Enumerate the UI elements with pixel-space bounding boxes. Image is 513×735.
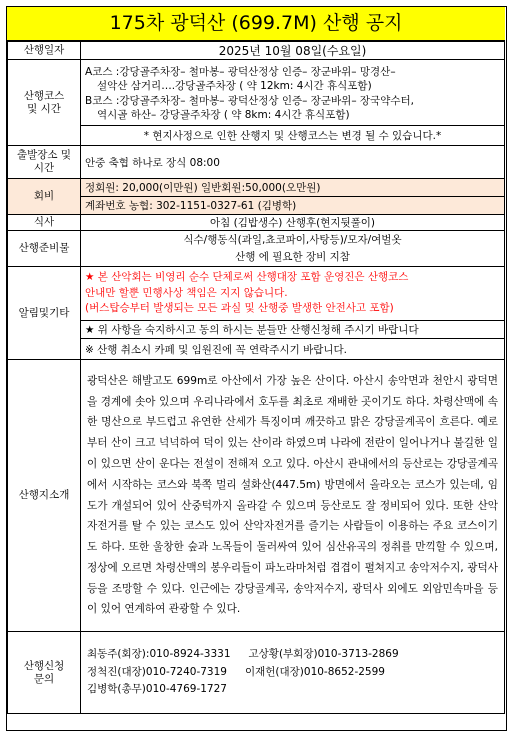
course-notice: * 현지사정으로 인한 산행지 및 산행코스는 변경 될 수 있습니다.*: [81, 126, 505, 146]
contact-president: 최동주(회장):010-8924-3331: [87, 648, 231, 661]
fee-line2: 계좌번호 농협: 302-1151-0327-61 (김병학): [81, 197, 505, 215]
notice-sheet: [6, 6, 507, 731]
row-gear: [8, 231, 505, 267]
row-intro: [8, 360, 505, 632]
contact-line1: [87, 646, 498, 664]
course-b-line1: B코스 :강당골주차장– 철마봉– 광덕산정상 인증– 장군바위– 장국약수터,: [85, 94, 414, 107]
row-course: [8, 60, 505, 126]
page-title: 175차 광덕산 (699.7M) 산행 공지: [7, 7, 505, 41]
label-course-text: 산행코스 및 시간: [23, 89, 65, 115]
value-meal: 아침 (김밥생수) 산행후(현지뒷풀이): [81, 215, 505, 231]
gear-line1: 식수/행동식(과일,쵸코파이,사탕등)/모자/여벌옷: [183, 233, 402, 246]
notice-line4: ★ 위 사항을 숙지하시고 동의 하시는 분들만 산행신청해 주시기 바랍니다: [81, 321, 505, 339]
contact-list: [81, 632, 505, 714]
row-course-notice: [8, 126, 505, 146]
row-notices-3: [8, 339, 505, 360]
row-meal: [8, 215, 505, 231]
label-course: [8, 60, 81, 146]
contact-line2: [87, 664, 498, 682]
label-meal: 식사: [8, 215, 81, 231]
label-departure-text: 출발장소 및 시간: [16, 149, 72, 174]
row-notices-2: [8, 321, 505, 339]
info-table: [7, 41, 505, 714]
contact-vice-president: 고상황(부회장)010-3713-2869: [248, 648, 399, 661]
label-gear: 산행준비물: [8, 231, 81, 267]
notice-red-line3: (버스탑승부터 발생되는 모든 과실 및 산행중 발생한 안전사고 포함): [85, 302, 394, 315]
row-fee-1: [8, 179, 505, 197]
course-b-line2: 역시골 하산– 강당골주차장 ( 약 8km: 4시간 휴식포함): [97, 109, 350, 121]
label-departure: [8, 146, 81, 179]
notices-red: [81, 267, 505, 321]
course-a-line1: A코스 :강당골주차장– 철마봉– 광덕산정상 인증– 장군바위– 망경산–: [85, 65, 396, 78]
label-date: 산행일자: [8, 42, 81, 60]
row-date: [8, 42, 505, 60]
contact-leader-2: 이재헌(대장)010-8652-2599: [244, 665, 385, 678]
label-fee: 회비: [8, 179, 81, 215]
notice-red-line1: ★ 본 산악회는 비영리 순수 단체로써 산행대장 포함 운영진은 산행코스: [85, 271, 409, 284]
notice-red-line2: 안내만 할뿐 민행사상 책임은 지지 않습니다.: [85, 286, 288, 299]
label-notices: 알림및기타: [8, 267, 81, 360]
notice-line5: ※ 산행 취소시 카페 및 임원진에 꼭 연락주시기 바랍니다.: [81, 339, 505, 360]
fee-line1: 정회원: 20,000(이만원) 일반회원:50,000(오만원): [81, 179, 505, 197]
value-date: 2025년 10월 08일(수요일): [81, 42, 505, 60]
label-contact: [8, 632, 81, 714]
contact-treasurer: 김병학(총무)010-4769-1727: [87, 683, 227, 696]
row-fee-2: [8, 197, 505, 215]
label-contact-text: 산행신청 문의: [23, 659, 65, 685]
gear-line2: 산행 에 필요한 장비 지참: [235, 250, 350, 263]
value-gear: [81, 231, 505, 267]
value-course: [81, 60, 505, 126]
row-departure: [8, 146, 505, 179]
label-intro: 산행지소개: [8, 360, 81, 632]
row-contact: [8, 632, 505, 714]
row-notices-1: [8, 267, 505, 321]
contact-leader-1: 정척진(대장)010-7240-7319: [87, 665, 227, 678]
value-departure: 안중 축협 하나로 장식 08:00: [81, 146, 505, 179]
course-a-line2: 설악산 삼거리….강당골주차장 ( 약 12km: 4시간 휴식포함): [97, 80, 372, 92]
intro-text: 광덕산은 해발고도 699m로 아산에서 가장 높은 산이다. 아산시 송악면과 천안시 광덕면을 경계에 솟아 있으며 우리나라에서 호두를 최초로 재배한 곳이기도 하다. 차령산맥에 속한 명산으로 부드럽고 유연한 산세가 특징이며 깨끗하고 맑은 강당골계곡이 흐른다. 예로부터 산이 크고 넉넉하여 덕이 있는 산이라 하였으며 나라에 전란이 일어나거나 불길한 일이 있으면 산이 운다는 전설이 전해져 오고 있다. 아산시 관내에서의 등산로는 강당골계곡에서 시작하는 코스와 북쪽 멀리 설화산(447.5m) 방면에서 올라오는 코스가 있는데, 임도가 개설되어 있어 산중턱까지 올라갈 수 있으며 등산로도 잘 정비되어 있다. 또한 산악자전거를 탈 수 있는 코스도 있어 산악자전거를 즐기는 사람들이 이용하는 주요 코스이기도 하다. 또한 울창한 숲과 노목들이 둘러싸여 있어 심산유곡의 정취를 만끽할 수 있으며, 정상에 오르면 차령산맥의 봉우리들이 파노라마처럼 겹겹이 펼쳐지고 송악저수지, 광덕사 등을 조망할 수 있다. 인근에는 강당골계곡, 송악저수지, 광덕사 외에도 외암민속마을 등이 있어 연계하여 관광할 수 있다.: [81, 360, 505, 632]
